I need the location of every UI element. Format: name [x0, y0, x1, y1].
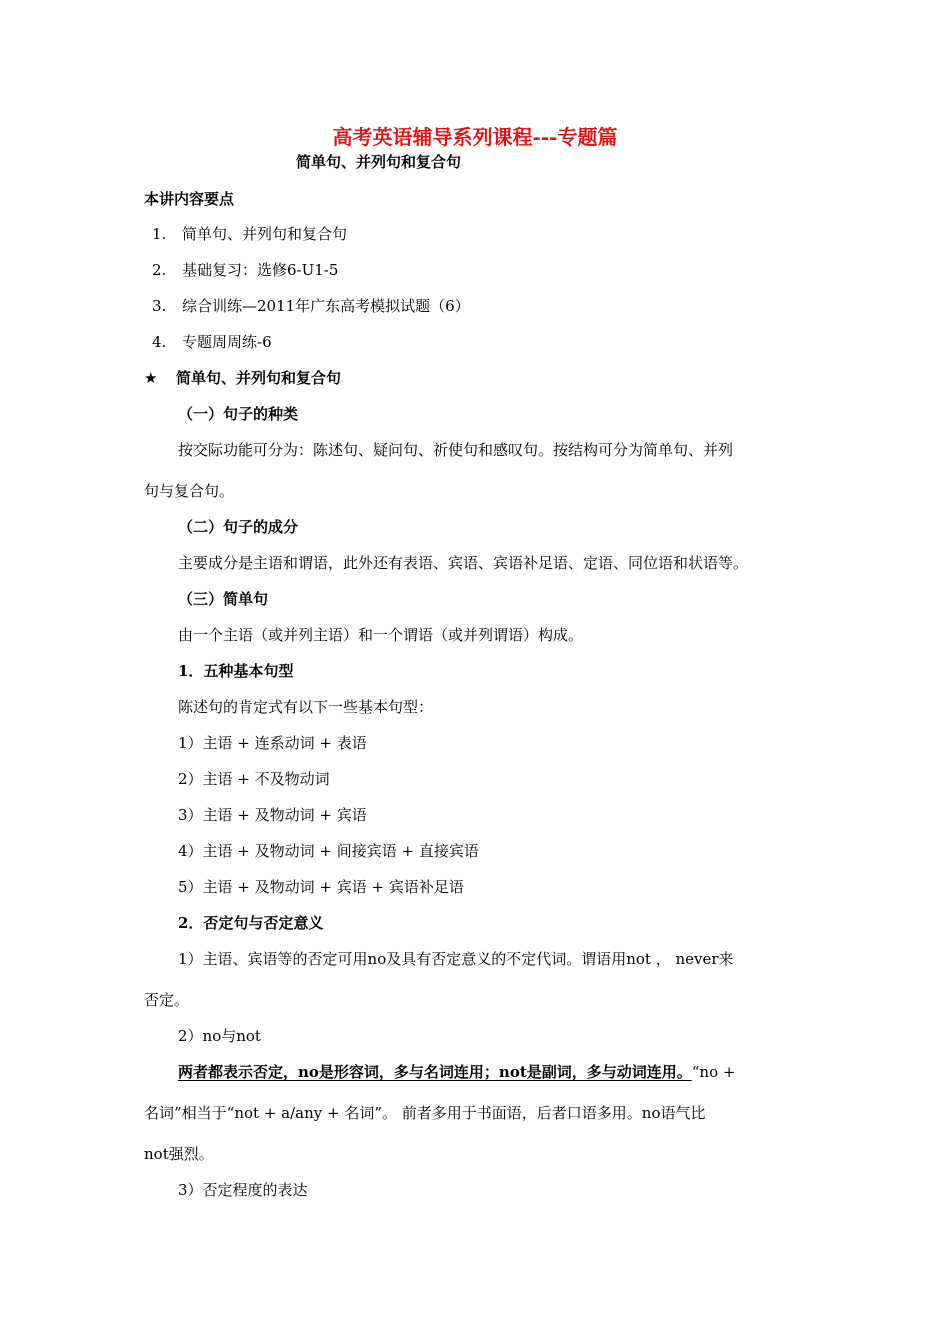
pattern-item: 1）主语 + 连系动词 + 表语: [178, 734, 367, 752]
document-subtitle: 简单句、并列句和复合句: [296, 153, 462, 171]
outline-heading: 本讲内容要点: [144, 190, 235, 208]
part1-text-line1: 按交际功能可分为：陈述句、疑问句、祈使句和感叹句。按结构可分为简单句、并列: [178, 441, 734, 459]
sub1-intro: 陈述句的肯定式有以下一些基本句型：: [178, 698, 434, 716]
part2-heading: （二）句子的成分: [178, 518, 299, 536]
outline-item-text: 综合训练—2011年广东高考模拟试题（6）: [182, 297, 470, 315]
outline-item-number: 3.: [152, 297, 167, 315]
part3-heading: （三）简单句: [178, 590, 269, 608]
negation-2-line2: 名词”相当于“not + a/any + 名词”。 前者多用于书面语，后者口语多用。no语气比: [144, 1104, 706, 1122]
sub2-heading: 2．否定句与否定意义: [178, 914, 324, 932]
outline-item: [152, 332, 272, 352]
negation-1-line1: 1）主语、宾语等的否定可用no及具有否定意义的不定代词。谓语用not ， never来: [178, 950, 734, 968]
outline-item-text: 基础复习：选修6-U1-5: [182, 261, 339, 279]
pattern-item: 5）主语 + 及物动词 + 宾语 + 宾语补足语: [178, 878, 464, 896]
pattern-item: 3）主语 + 及物动词 + 宾语: [178, 806, 367, 824]
sub1-heading: 1．五种基本句型: [178, 662, 294, 680]
part1-heading: （一）句子的种类: [178, 405, 299, 423]
part1-text-line2: 句与复合句。: [144, 482, 235, 500]
negation-2-underlined: 两者都表示否定，no是形容词，多与名词连用；not是副词，多与动词连用。: [178, 1063, 692, 1081]
pattern-item: 4）主语 + 及物动词 + 间接宾语 + 直接宾语: [178, 842, 479, 860]
outline-item-number: 1.: [152, 225, 167, 243]
section-heading-text: 简单句、并列句和复合句: [176, 369, 342, 387]
outline-item: [152, 260, 338, 280]
negation-1-line2: 否定。: [144, 991, 190, 1009]
outline-item-text: 专题周周练-6: [182, 333, 272, 351]
star-icon: ★: [144, 369, 158, 387]
outline-item: [152, 224, 347, 244]
negation-2-tail: “no +: [691, 1063, 736, 1081]
outline-item-text: 简单句、并列句和复合句: [182, 225, 348, 243]
outline-item: [152, 296, 470, 316]
section-heading: [144, 368, 341, 388]
negation-3-heading: 3）否定程度的表达: [178, 1181, 308, 1199]
negation-2-line1: [178, 1062, 735, 1082]
pattern-item: 2）主语 + 不及物动词: [178, 770, 330, 788]
part2-text: 主要成分是主语和谓语，此外还有表语、宾语、宾语补足语、定语、同位语和状语等。: [178, 554, 749, 572]
outline-item-number: 2.: [152, 261, 167, 279]
outline-item-number: 4.: [152, 333, 167, 351]
document-title: 高考英语辅导系列课程---专题篇: [332, 125, 618, 149]
negation-2-heading: 2）no与not: [178, 1027, 261, 1045]
negation-2-line3: not强烈。: [144, 1145, 214, 1163]
part3-text: 由一个主语（或并列主语）和一个谓语（或并列谓语）构成。: [178, 626, 584, 644]
